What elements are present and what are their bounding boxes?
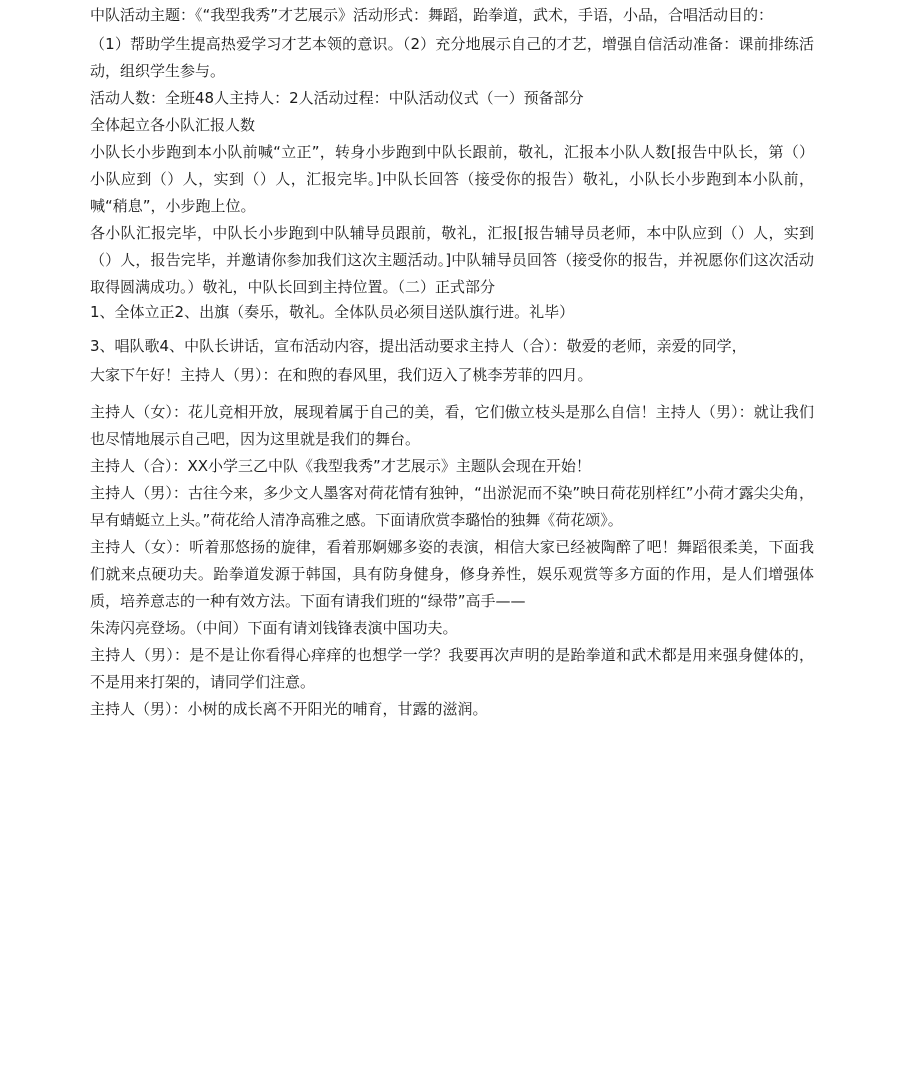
paragraph-flag-ceremony: 1、全体立正2、出旗（奏乐，敬礼。全体队员必须目送队旗行进。礼毕） [90, 303, 575, 321]
paragraph-counselor-report: 各小队汇报完毕，中队长小步跑到中队辅导员跟前，敬礼，汇报[报告辅导员老师，本中队应到（）人，实到（）人，报告完毕，并邀请你参加我们这次主题活动。]中队辅导员回答（接受你的报告，并祝愿你们这次活动取得圆满成功。）敬礼，中队长回到主持位置。（二）正式部分 [90, 224, 814, 296]
paragraph-activity-goals: （1）帮助学生提高热爱学习才艺本领的意识。（2）充分地展示自己的才艺，增强自信活动准备：课前排练活动，组织学生参与。 [90, 35, 814, 80]
paragraph-team-song: 3、唱队歌4、中队长讲话，宣布活动内容，提出活动要求主持人（合）：敬爱的老师，亲爱的同学， [90, 337, 747, 355]
document-body [90, 2, 814, 723]
paragraph-lotus-dance: 主持人（男）：古往今来，多少文人墨客对荷花情有独钟，“出淤泥而不染”映日荷花别样红”小荷才露尖尖角，早有蜻蜓立上头。”荷花给人清净高雅之感。下面请欣赏李璐怡的独舞《荷花颂》。 [90, 484, 814, 529]
paragraph-report-headcount: 全体起立各小队汇报人数 [90, 116, 256, 134]
paragraph-opening-announcement: 主持人（合）：XX小学三乙中队《我型我秀”才艺展示》主题队会现在开始！ [90, 457, 591, 475]
paragraph-activity-theme: 中队活动主题：《“我型我秀”才艺展示》活动形式：舞蹈，跆拳道，武术，手语，小品，合唱活动目的： [90, 6, 774, 24]
paragraph-host-female-flowers: 主持人（女）：花儿竞相开放，展现着属于自己的美，看，它们傲立枝头是那么自信！主持人（男）：就让我们也尽情地展示自己吧，因为这里就是我们的舞台。 [90, 403, 814, 448]
paragraph-tree-growth: 主持人（男）：小树的成长离不开阳光的哺育，甘露的滋润。 [90, 700, 488, 718]
paragraph-martial-arts-note: 主持人（男）：是不是让你看得心痒痒的也想学一学？我要再次声明的是跆拳道和武术都是用来强身健体的，不是用来打架的，请同学们注意。 [90, 646, 814, 691]
paragraph-participants: 活动人数：全班48人主持人：2人活动过程：中队活动仪式（一）预备部分 [90, 89, 584, 107]
paragraph-taekwondo-intro: 主持人（女）：听着那悠扬的旋律，看着那婀娜多姿的表演，相信大家已经被陶醉了吧！舞蹈很柔美，下面我们就来点硬功夫。跆拳道发源于韩国，具有防身健身，修身养性，娱乐观赏等多方面的作用，是人们增强体质，培养意志的一种有效方法。下面有请我们班的“绿带”高手—— [90, 538, 814, 610]
paragraph-kungfu: 朱涛闪亮登场。（中间）下面有请刘钱锋表演中国功夫。 [90, 619, 458, 637]
paragraph-greeting: 大家下午好！主持人（男）：在和煦的春风里，我们迈入了桃李芳菲的四月。 [90, 366, 593, 384]
paragraph-squad-leader-report: 小队长小步跑到本小队前喊“立正”，转身小步跑到中队长跟前，敬礼，汇报本小队人数[报告中队长，第（）小队应到（）人，实到（）人，汇报完毕。]中队长回答（接受你的报告）敬礼，小队长小步跑到本小队前，喊“稍息”，小步跑上位。 [90, 143, 814, 215]
